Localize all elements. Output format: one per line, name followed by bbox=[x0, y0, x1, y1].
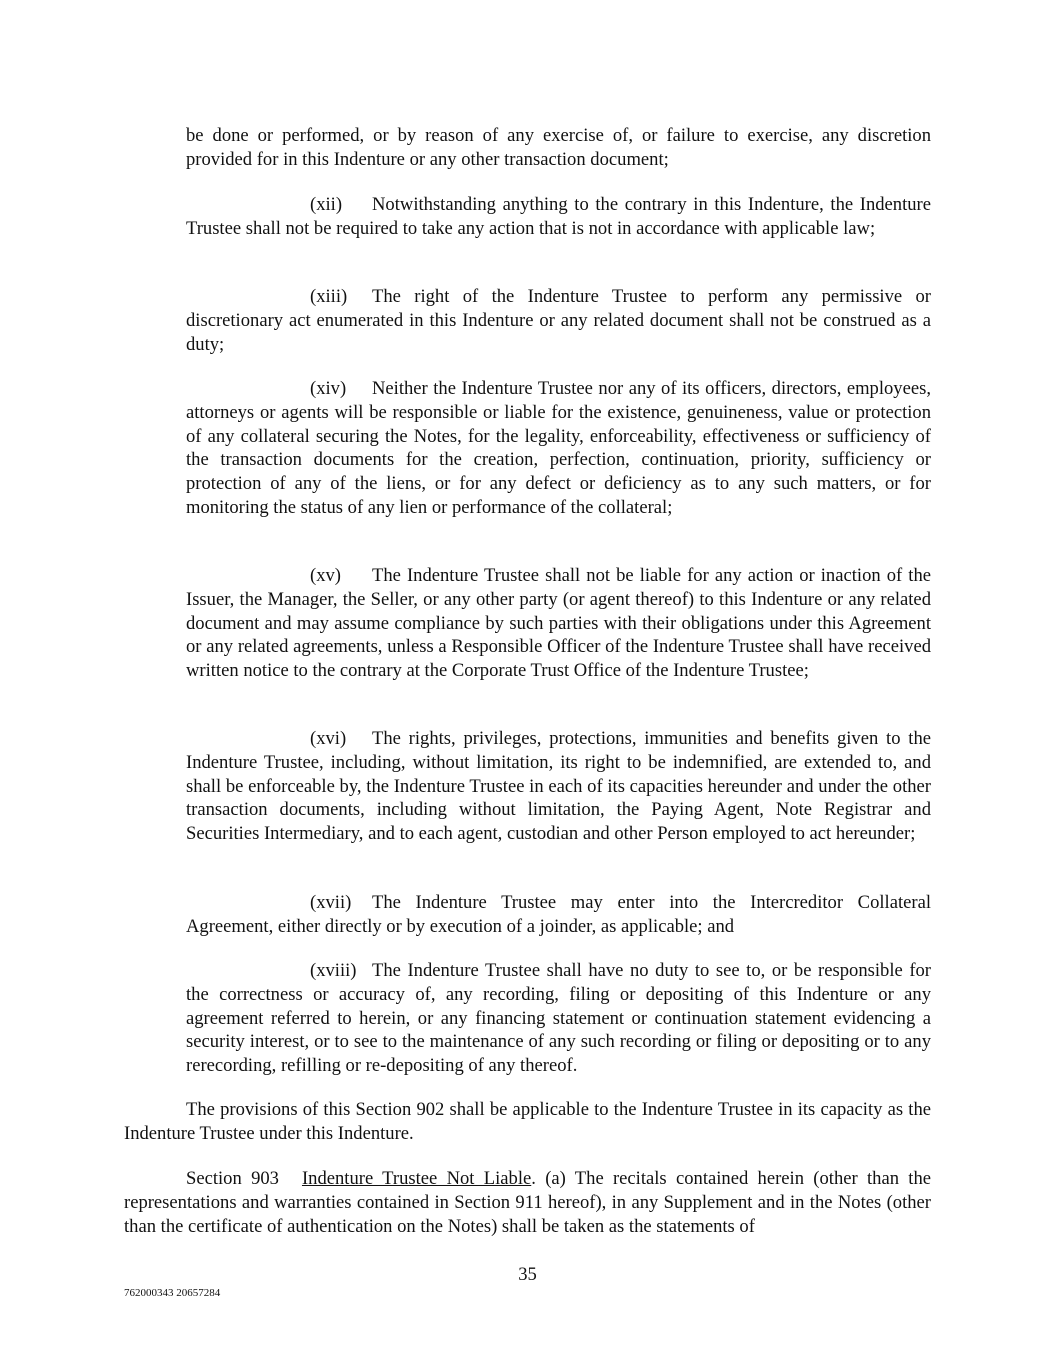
item-xii bbox=[186, 193, 931, 241]
item-text: Neither the Indenture Trustee nor any of its officers, directors, employees, attorneys or agents will be responsible or liable for the existence, genuineness, value or protection of any collateral securing the Notes, for the legality, enforceability, effectiveness or sufficiency of the transaction documents for the creation, perfection, continuation, priority, sufficiency or protection of any of the liens, or for any defect or deficiency as to any such matters, or for monitoring the status of any lien or performance of the collateral; bbox=[186, 378, 931, 518]
item-xv bbox=[186, 564, 931, 683]
item-text: The rights, privileges, protections, immunities and benefits given to the Indenture Trustee, including, without limitation, its right to be indemnified, are extended to, and shall be enforceable by, the Indenture Trustee in each of its capacities hereunder and under the other transaction documents, including without limitation, the Paying Agent, Note Registrar and Securities Intermediary, and to each agent, custodian and other Person employed to act hereunder; bbox=[186, 728, 931, 845]
page-number: 35 bbox=[518, 1264, 537, 1285]
document-id: 762000343 20657284 bbox=[124, 1287, 221, 1299]
item-xvii bbox=[186, 891, 931, 939]
item-number: (xvii) bbox=[310, 892, 352, 913]
continuation-text: be done or performed, or by reason of any exercise of, or failure to exercise, any discretion provided for in this Indenture or any other transaction document; bbox=[186, 125, 931, 170]
item-text: The Indenture Trustee may enter into the Intercreditor Collateral Agreement, either directly or by execution of a joinder, as applicable; and bbox=[186, 892, 931, 937]
item-number: (xv) bbox=[310, 565, 341, 586]
section-903-paragraph bbox=[124, 1167, 931, 1238]
item-number: (xii) bbox=[310, 194, 343, 215]
item-text: The Indenture Trustee shall not be liable for any action or inaction of the Issuer, the Manager, the Seller, or any other party (or agent thereof) to this Indenture or any related document and may assume compliance by such parties with their obligations under this Agreement or any related agreements, unless a Responsible Officer of the Indenture Trustee shall have received written notice to the contrary at the Corporate Trust Office of the Indenture Trustee; bbox=[186, 565, 931, 682]
item-xiv bbox=[186, 377, 931, 520]
item-xiii bbox=[186, 285, 931, 356]
item-text: The Indenture Trustee shall have no duty to see to, or be responsible for the correctness or accuracy of, any recording, filing or depositing of this Indenture or any agreement referred to herein, or any financing statement or continuation statement evidencing a security interest, or to see to the maintenance of any such recording or filing or depositing or to any rerecording, refilling or re-depositing of any thereof. bbox=[186, 960, 931, 1077]
provisions-text: The provisions of this Section 902 shall be applicable to the Indenture Trustee in its capacity as the Indenture Trustee under this Indenture. bbox=[124, 1099, 931, 1144]
item-text: The right of the Indenture Trustee to perform any permissive or discretionary act enumerated in this Indenture or any related document shall not be construed as a duty; bbox=[186, 286, 931, 355]
item-number: (xiv) bbox=[310, 378, 347, 399]
provisions-paragraph bbox=[124, 1098, 931, 1146]
item-xviii bbox=[186, 959, 931, 1078]
section-903-label: Section 903 bbox=[186, 1168, 279, 1189]
continuation-paragraph bbox=[186, 124, 931, 172]
item-number: (xvi) bbox=[310, 728, 347, 749]
item-number: (xviii) bbox=[310, 960, 357, 981]
item-xvi bbox=[186, 727, 931, 846]
section-903-text: . (a) The recitals contained herein (other than the representations and warranties contained in Section 911 hereof), in any Supplement and in the Notes (other than the certificate of authentication on the Notes) shall be taken as the statements of bbox=[124, 1168, 932, 1237]
item-text: Notwithstanding anything to the contrary in this Indenture, the Indenture Trustee shall not be required to take any action that is not in accordance with applicable law; bbox=[186, 194, 931, 239]
section-903-heading: Indenture Trustee Not Liable bbox=[301, 1168, 532, 1189]
item-number: (xiii) bbox=[310, 286, 348, 307]
